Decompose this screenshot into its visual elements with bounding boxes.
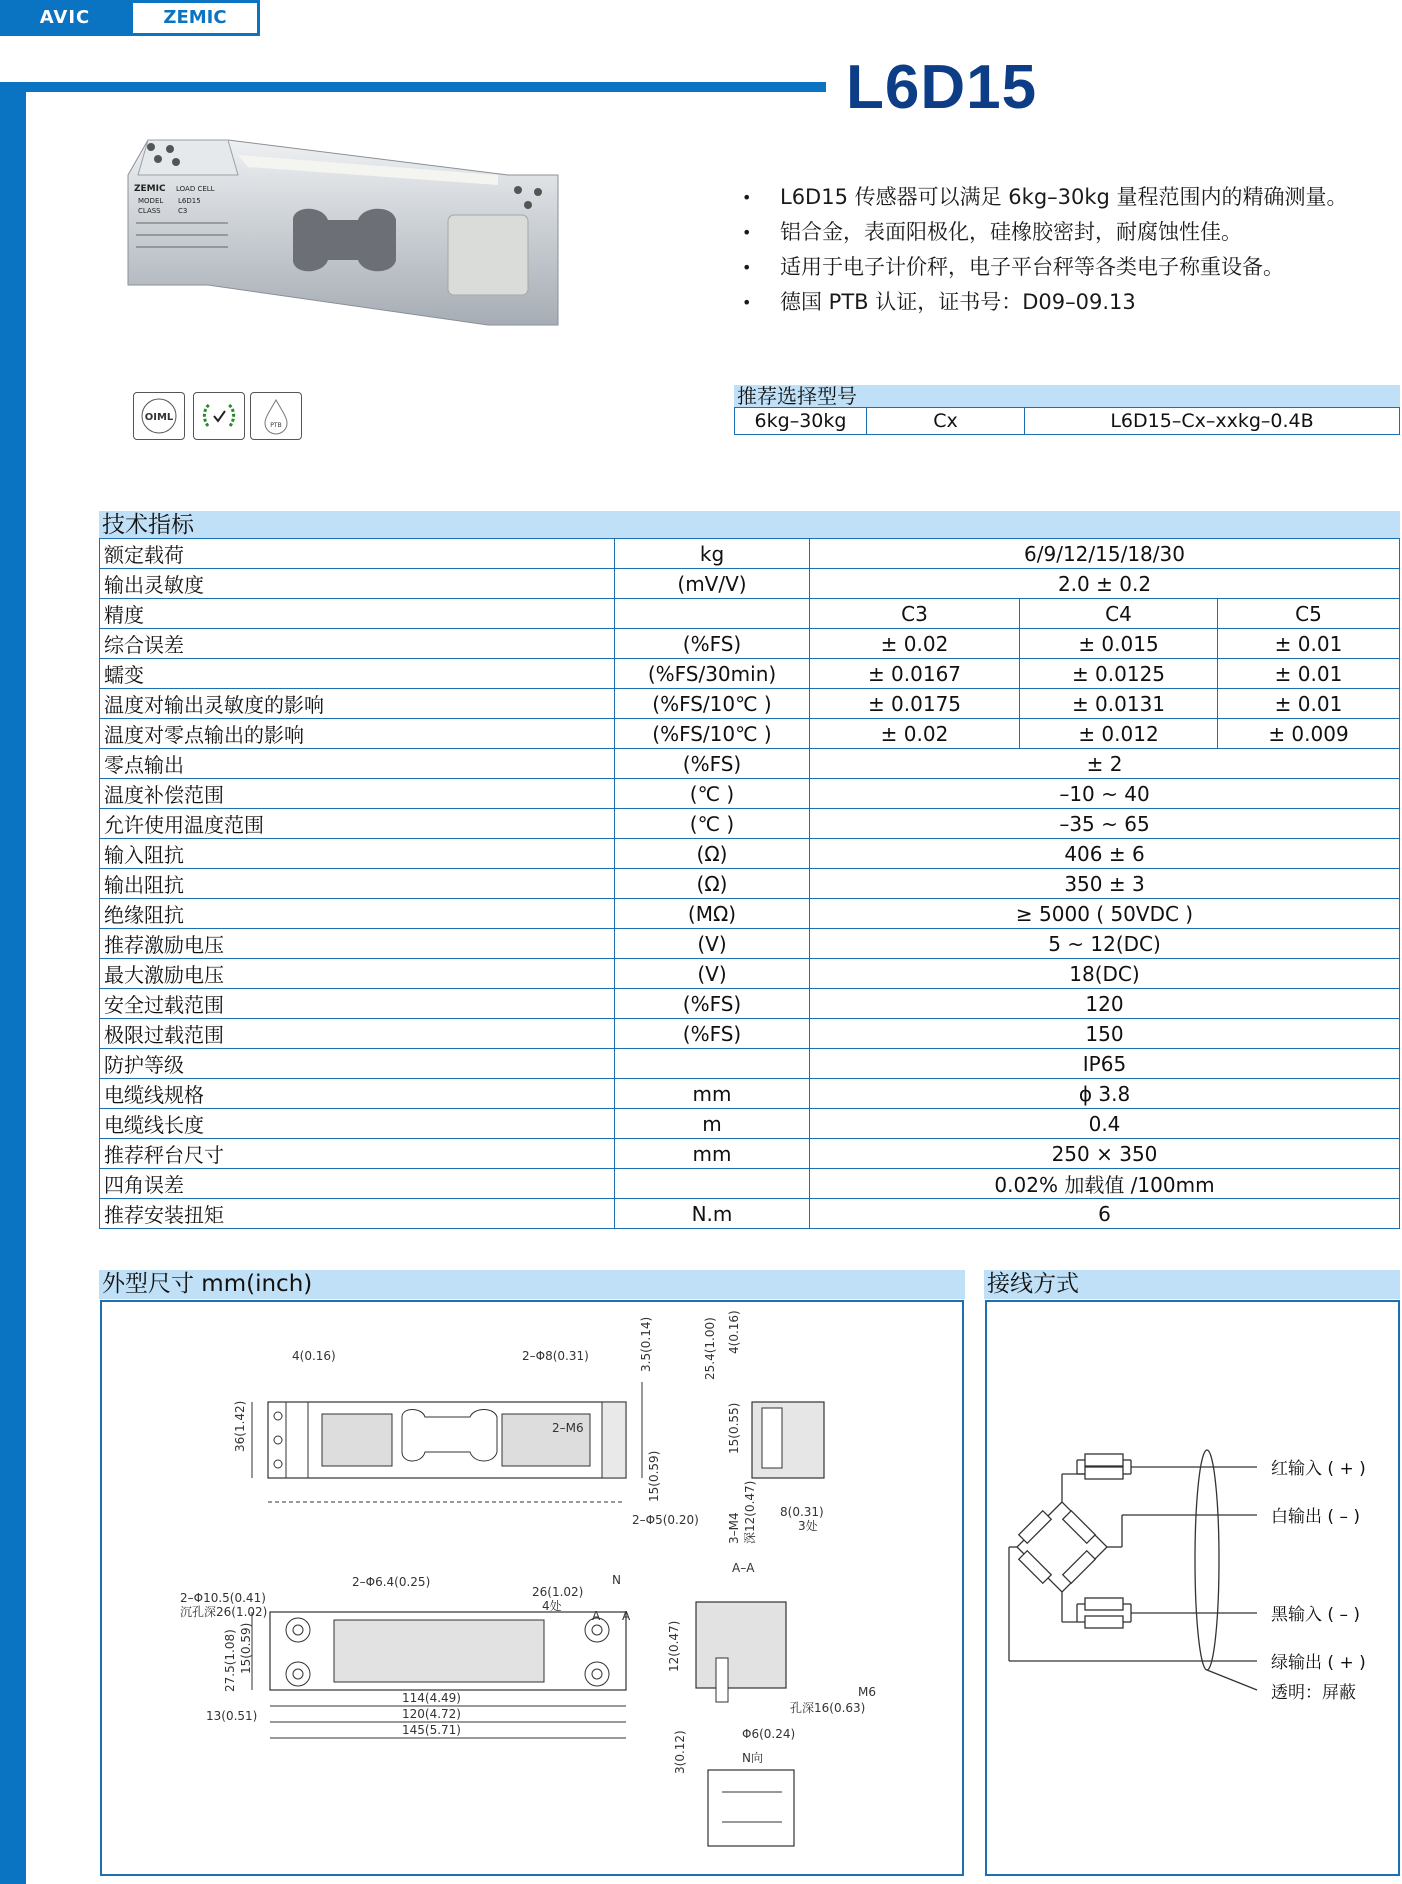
feature-item: • L6D15 传感器可以满足 6kg–30kg 量程范围内的精确测量。	[740, 180, 1390, 215]
dim-label: 15(0.55)	[727, 1402, 741, 1454]
page-title: L6D15	[846, 53, 1038, 122]
spec-c4: C4	[1020, 599, 1218, 629]
spec-name: 推荐激励电压	[100, 929, 615, 959]
spec-unit: (%FS/10℃ )	[615, 689, 810, 719]
spec-unit: (MΩ)	[615, 899, 810, 929]
spec-c4: ± 0.0131	[1020, 689, 1218, 719]
wire-label-black: 黑输入 ( – )	[1271, 1605, 1360, 1625]
spec-unit	[615, 1049, 810, 1079]
spec-name: 输入阻抗	[100, 839, 615, 869]
dim-label: 3.5(0.14)	[639, 1316, 653, 1372]
spec-value: IP65	[810, 1049, 1400, 1079]
brand-avic: AVIC	[0, 0, 130, 36]
spec-c4: ± 0.012	[1020, 719, 1218, 749]
spec-name: 四角误差	[100, 1169, 615, 1199]
table-row	[100, 1169, 1400, 1199]
spec-c3: ± 0.0175	[810, 689, 1020, 719]
table-row	[100, 539, 1400, 569]
spec-unit: (V)	[615, 959, 810, 989]
dim-label: A–A	[732, 1561, 755, 1575]
wiring-diagram-panel	[985, 1300, 1400, 1876]
table-row	[100, 1109, 1400, 1139]
oiml-text: OIML	[144, 412, 174, 423]
spec-unit	[615, 1169, 810, 1199]
spec-name: 推荐秤台尺寸	[100, 1139, 615, 1169]
spec-c4: ± 0.015	[1020, 629, 1218, 659]
dim-label: 4(0.16)	[292, 1349, 336, 1363]
dimension-section-title: 外型尺寸 mm(inch)	[99, 1270, 965, 1299]
oiml-icon	[133, 392, 185, 440]
header-rule	[0, 82, 826, 92]
spec-name: 零点输出	[100, 749, 615, 779]
spec-value: ± 2	[810, 749, 1400, 779]
spec-value: 406 ± 6	[810, 839, 1400, 869]
dim-label: 2–Φ5(0.20)	[632, 1513, 699, 1527]
spec-unit: (V)	[615, 929, 810, 959]
table-row	[100, 839, 1400, 869]
wiring-diagram	[987, 1302, 1398, 1874]
spec-unit: (%FS)	[615, 989, 810, 1019]
dim-label: 15(0.59)	[239, 1622, 253, 1674]
spec-unit: (%FS/30min)	[615, 659, 810, 689]
spec-value: ≥ 5000 ( 50VDC )	[810, 899, 1400, 929]
spec-name: 电缆线规格	[100, 1079, 615, 1109]
dim-label: M6	[858, 1685, 876, 1699]
table-row	[100, 569, 1400, 599]
table-row	[100, 749, 1400, 779]
spec-value: 150	[810, 1019, 1400, 1049]
laurel-check-icon	[193, 392, 245, 440]
spec-name: 综合误差	[100, 629, 615, 659]
spec-name: 蠕变	[100, 659, 615, 689]
label-model-val: L6D15	[178, 197, 201, 205]
spec-c3: ± 0.02	[810, 629, 1020, 659]
table-row	[100, 1079, 1400, 1109]
dimension-drawing	[102, 1302, 962, 1874]
spec-unit: mm	[615, 1139, 810, 1169]
spec-value: 18(DC)	[810, 959, 1400, 989]
wiring-section-title: 接线方式	[984, 1270, 1400, 1299]
dim-label: 36(1.42)	[233, 1400, 247, 1452]
dim-label: 沉孔深26(1.02)	[180, 1605, 268, 1619]
spec-c4: ± 0.0125	[1020, 659, 1218, 689]
spec-value: –10 ~ 40	[810, 779, 1400, 809]
spec-unit: (Ω)	[615, 869, 810, 899]
dim-label: 4处	[542, 1599, 562, 1613]
label-type: LOAD CELL	[176, 185, 215, 193]
spec-value: 6	[810, 1199, 1400, 1229]
spec-value: 6/9/12/15/18/30	[810, 539, 1400, 569]
spec-name: 最大激励电压	[100, 959, 615, 989]
spec-value: 0.4	[810, 1109, 1400, 1139]
table-row	[100, 1019, 1400, 1049]
dim-label: 145(5.71)	[402, 1723, 461, 1737]
spec-value: 2.0 ± 0.2	[810, 569, 1400, 599]
dim-label: 25.4(1.00)	[703, 1317, 717, 1380]
side-accent-bar	[0, 86, 26, 1884]
dimension-drawing-panel	[100, 1300, 964, 1876]
dim-label: 2–M6	[552, 1421, 584, 1435]
spec-unit: N.m	[615, 1199, 810, 1229]
dim-label: 孔深16(0.63)	[790, 1701, 866, 1715]
dim-label: 4(0.16)	[727, 1310, 741, 1354]
spec-name: 额定载荷	[100, 539, 615, 569]
dim-label: 13(0.51)	[206, 1709, 258, 1723]
model-table	[734, 407, 1400, 435]
spec-value: 0.02% 加载值 /100mm	[810, 1169, 1400, 1199]
spec-c3: C3	[810, 599, 1020, 629]
table-row	[100, 719, 1400, 749]
dim-label: 114(4.49)	[402, 1691, 461, 1705]
dim-label: N	[612, 1573, 621, 1587]
spec-value: 350 ± 3	[810, 869, 1400, 899]
dim-label: 8(0.31)	[780, 1505, 824, 1519]
spec-name: 温度对输出灵敏度的影响	[100, 689, 615, 719]
spec-value: –35 ~ 65	[810, 809, 1400, 839]
dim-label: 26(1.02)	[532, 1585, 584, 1599]
spec-table	[99, 538, 1400, 1229]
dim-label: 3–M4	[727, 1512, 741, 1544]
spec-unit: mm	[615, 1079, 810, 1109]
table-row	[100, 629, 1400, 659]
table-row	[100, 1139, 1400, 1169]
wire-label-white: 白输出 ( – )	[1271, 1507, 1360, 1527]
spec-c5: C5	[1218, 599, 1400, 629]
spec-unit: kg	[615, 539, 810, 569]
ptb-text: PTB	[270, 422, 282, 429]
spec-name: 精度	[100, 599, 615, 629]
table-row	[100, 809, 1400, 839]
spec-name: 绝缘阻抗	[100, 899, 615, 929]
table-row	[100, 929, 1400, 959]
dim-label: N向	[742, 1751, 763, 1765]
dim-label: 2–Φ6.4(0.25)	[352, 1575, 431, 1589]
spec-name: 电缆线长度	[100, 1109, 615, 1139]
dim-label: 12(0.47)	[667, 1620, 681, 1672]
label-brand: ZEMIC	[134, 184, 166, 194]
table-row	[100, 959, 1400, 989]
table-row	[100, 599, 1400, 629]
spec-unit: (%FS)	[615, 629, 810, 659]
spec-unit: (%FS)	[615, 1019, 810, 1049]
dim-label: 深12(0.47)	[743, 1480, 757, 1544]
dim-label: 2–Φ10.5(0.41)	[180, 1591, 266, 1605]
spec-c5: ± 0.01	[1218, 629, 1400, 659]
table-row	[100, 689, 1400, 719]
spec-value: 250 × 350	[810, 1139, 1400, 1169]
spec-name: 推荐安装扭矩	[100, 1199, 615, 1229]
spec-unit: (℃ )	[615, 809, 810, 839]
table-row	[100, 869, 1400, 899]
spec-unit: (Ω)	[615, 839, 810, 869]
label-class-key: CLASS	[138, 207, 161, 215]
spec-unit: (mV/V)	[615, 569, 810, 599]
model-code: L6D15–Cx–xxkg–0.4B	[1025, 408, 1400, 435]
model-class: Cx	[867, 408, 1025, 435]
table-row	[100, 779, 1400, 809]
dim-label: Φ6(0.24)	[742, 1727, 796, 1741]
feature-list	[740, 180, 1390, 320]
dim-label: 3(0.12)	[673, 1730, 687, 1774]
spec-name: 输出阻抗	[100, 869, 615, 899]
ptb-drop-icon	[250, 392, 302, 440]
dim-label: A	[622, 1609, 631, 1623]
wire-label-green: 绿输出 ( + )	[1271, 1653, 1366, 1673]
spec-unit: m	[615, 1109, 810, 1139]
brand-zemic: ZEMIC	[130, 0, 260, 36]
spec-name: 输出灵敏度	[100, 569, 615, 599]
spec-unit: (%FS)	[615, 749, 810, 779]
spec-c5: ± 0.01	[1218, 659, 1400, 689]
table-row	[100, 1049, 1400, 1079]
spec-c3: ± 0.02	[810, 719, 1020, 749]
dim-label: A	[592, 1609, 601, 1623]
spec-c5: ± 0.009	[1218, 719, 1400, 749]
dim-label: 120(4.72)	[402, 1707, 461, 1721]
table-row	[100, 659, 1400, 689]
spec-unit	[615, 599, 810, 629]
product-photo	[118, 135, 578, 335]
spec-name: 极限过载范围	[100, 1019, 615, 1049]
wire-label-red: 红输入 ( + )	[1271, 1459, 1366, 1479]
model-section-title: 推荐选择型号	[734, 385, 1400, 407]
spec-name: 防护等级	[100, 1049, 615, 1079]
label-class-val: C3	[178, 207, 188, 215]
spec-section-title: 技术指标	[99, 511, 1400, 538]
spec-name: 温度补偿范围	[100, 779, 615, 809]
model-range: 6kg–30kg	[735, 408, 867, 435]
spec-unit: (℃ )	[615, 779, 810, 809]
spec-name: 温度对零点输出的影响	[100, 719, 615, 749]
label-model-key: MODEL	[138, 197, 164, 205]
table-row	[100, 1199, 1400, 1229]
dim-label: 27.5(1.08)	[223, 1629, 237, 1692]
dim-label: 2–Φ8(0.31)	[522, 1349, 589, 1363]
dim-label: 3处	[798, 1519, 818, 1533]
table-row	[100, 899, 1400, 929]
spec-value: 5 ~ 12(DC)	[810, 929, 1400, 959]
spec-value: 120	[810, 989, 1400, 1019]
feature-item: • 德国 PTB 认证，证书号：D09–09.13	[740, 285, 1390, 320]
spec-name: 安全过载范围	[100, 989, 615, 1019]
table-row	[735, 408, 1400, 435]
table-row	[100, 989, 1400, 1019]
spec-c5: ± 0.01	[1218, 689, 1400, 719]
wire-label-shield: 透明：屏蔽	[1271, 1683, 1356, 1703]
feature-item: • 铝合金，表面阳极化，硅橡胶密封，耐腐蚀性佳。	[740, 215, 1390, 250]
dim-label: 15(0.59)	[647, 1450, 661, 1502]
spec-name: 允许使用温度范围	[100, 809, 615, 839]
spec-unit: (%FS/10℃ )	[615, 719, 810, 749]
spec-value: ϕ 3.8	[810, 1079, 1400, 1109]
spec-c3: ± 0.0167	[810, 659, 1020, 689]
feature-item: • 适用于电子计价秤，电子平台秤等各类电子称重设备。	[740, 250, 1390, 285]
